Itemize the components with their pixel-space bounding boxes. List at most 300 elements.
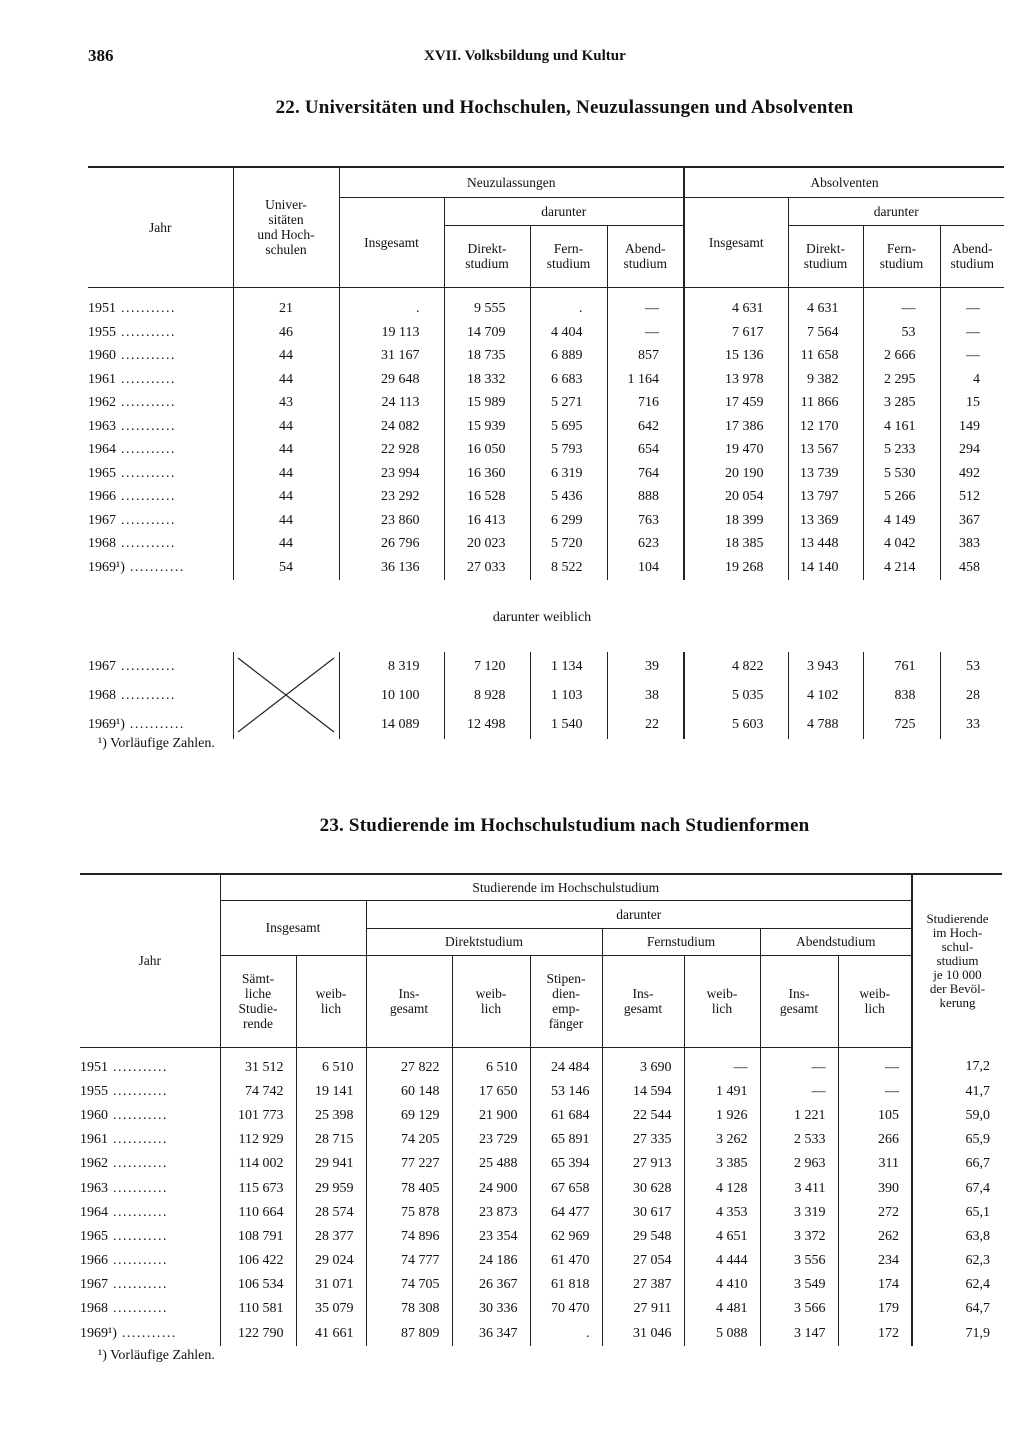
cell-saemtliche: 108 791 [220,1225,296,1249]
cell-direkt-insgesamt: 69 129 [366,1104,452,1128]
cell-abend-insgesamt: — [760,1080,838,1104]
cell-universitaeten: 46 [233,321,339,345]
cell-ab-insgesamt: 4 631 [684,287,788,321]
cell-ab-insgesamt: 4 822 [684,652,788,681]
header-ab-fern: Fern- studium [863,225,940,287]
leader-dots [116,419,176,434]
cell-ab-abend: — [940,345,1004,369]
table-row [80,1273,1002,1297]
table-row [88,486,1004,510]
header23-stipendien: Stipen- dien- emp- fänger [530,955,602,1047]
cell-universitaeten: 44 [233,486,339,510]
cell-nz-abend: 654 [607,439,684,463]
row-year-label: 1951 [88,301,116,317]
cell-fern-weiblich: 4 651 [684,1225,760,1249]
row-year-label: 1967 [80,1277,108,1293]
leader-dots [116,688,176,703]
cell-ab-fern: 4 042 [863,533,940,557]
cell-ab-abend: 294 [940,439,1004,463]
cell-stipendien: 65 891 [530,1128,602,1152]
cell-ab-direkt: 13 448 [788,533,863,557]
cell-je-10000: 66,7 [912,1152,1002,1176]
cell-nz-abend: 716 [607,392,684,416]
cell-ab-insgesamt: 18 385 [684,533,788,557]
cell-weiblich: 41 661 [296,1322,366,1346]
row-year-label: 1962 [80,1156,108,1172]
cell-abend-weiblich: 234 [838,1249,912,1273]
cell-ab-direkt: 13 369 [788,509,863,533]
cell-ab-abend: 28 [940,681,1004,710]
cell-nz-insgesamt: 31 167 [339,345,444,369]
cell-fern-insgesamt: 22 544 [602,1104,684,1128]
cell-nz-direkt: 18 735 [444,345,530,369]
cell-ab-direkt: 3 943 [788,652,863,681]
header23-direkt-weiblich: weib- lich [452,955,530,1047]
cell-fern-weiblich: 4 128 [684,1176,760,1200]
row-year-label: 1965 [88,465,116,481]
header23-direktstudium: Direktstudium [366,928,602,955]
row-year [88,509,233,533]
weiblich-section-label: darunter weiblich [492,610,592,625]
cell-weiblich: 19 141 [296,1080,366,1104]
cell-weiblich: 6 510 [296,1047,366,1080]
cell-nz-direkt: 16 413 [444,509,530,533]
cell-nz-abend: 857 [607,345,684,369]
cell-fern-insgesamt: 27 913 [602,1152,684,1176]
cell-ab-fern: 3 285 [863,392,940,416]
row-year [88,321,233,345]
cell-nz-insgesamt: 23 994 [339,462,444,486]
row-year [80,1201,220,1225]
cell-ab-fern: 5 530 [863,462,940,486]
cell-abend-weiblich: 266 [838,1128,912,1152]
leader-dots [125,560,185,575]
cell-direkt-weiblich: 21 900 [452,1104,530,1128]
cell-universitaeten: 44 [233,509,339,533]
cell-nz-abend: 764 [607,462,684,486]
cell-nz-insgesamt: 19 113 [339,321,444,345]
cell-direkt-weiblich: 26 367 [452,1273,530,1297]
leader-dots [125,717,185,732]
cell-fern-insgesamt: 27 911 [602,1297,684,1321]
cell-weiblich: 29 941 [296,1152,366,1176]
cell-nz-abend: 1 164 [607,368,684,392]
row-year [88,486,233,510]
row-year-label: 1951 [80,1059,108,1075]
cell-ab-abend: — [940,321,1004,345]
cell-saemtliche: 110 664 [220,1201,296,1225]
cell-fern-insgesamt: 3 690 [602,1047,684,1080]
cell-fern-insgesamt: 14 594 [602,1080,684,1104]
leader-dots [116,325,176,340]
cell-abend-weiblich: 262 [838,1225,912,1249]
header-jahr: Jahr [88,167,233,287]
header-ab-abend: Abend- studium [940,225,1004,287]
leader-dots [116,513,176,528]
table-row [80,1152,1002,1176]
table-row [80,1225,1002,1249]
row-year-label: 1955 [80,1083,108,1099]
cell-ab-direkt: 12 170 [788,415,863,439]
cell-nz-direkt: 12 498 [444,710,530,739]
row-year-label: 1969¹) [88,716,125,732]
cell-ab-direkt: 13 567 [788,439,863,463]
cell-weiblich: 28 574 [296,1201,366,1225]
cell-saemtliche: 112 929 [220,1128,296,1152]
cell-fern-weiblich: 5 088 [684,1322,760,1346]
cell-nz-direkt: 20 023 [444,533,530,557]
cell-fern-weiblich: 3 262 [684,1128,760,1152]
row-year-label: 1964 [80,1204,108,1220]
cell-nz-fern: 6 299 [530,509,607,533]
cell-nz-abend: 763 [607,509,684,533]
cell-ab-fern: 53 [863,321,940,345]
header23-fern-insgesamt: Ins- gesamt [602,955,684,1047]
cell-nz-fern: 5 793 [530,439,607,463]
cell-abend-weiblich: 390 [838,1176,912,1200]
cell-saemtliche: 106 422 [220,1249,296,1273]
cell-direkt-insgesamt: 74 705 [366,1273,452,1297]
cell-ab-fern: 5 266 [863,486,940,510]
cell-stipendien: 67 658 [530,1176,602,1200]
cell-nz-direkt: 18 332 [444,368,530,392]
cell-ab-insgesamt: 20 190 [684,462,788,486]
leader-dots [108,1156,168,1171]
cell-saemtliche: 74 742 [220,1080,296,1104]
cell-nz-abend: — [607,321,684,345]
cell-nz-abend: 623 [607,533,684,557]
cell-nz-direkt: 16 360 [444,462,530,486]
cell-direkt-insgesamt: 27 822 [366,1047,452,1080]
cell-fern-weiblich: 1 491 [684,1080,760,1104]
cell-nz-insgesamt: 23 292 [339,486,444,510]
cell-ab-fern: — [863,287,940,321]
cell-je-10000: 17,2 [912,1047,1002,1080]
cell-nz-insgesamt: 36 136 [339,556,444,580]
cell-direkt-weiblich: 23 729 [452,1128,530,1152]
cell-nz-abend: — [607,287,684,321]
cell-fern-weiblich: 1 926 [684,1104,760,1128]
cell-universitaeten: 44 [233,439,339,463]
cell-universitaeten: 21 [233,287,339,321]
cell-abend-weiblich: 174 [838,1273,912,1297]
cell-direkt-insgesamt: 87 809 [366,1322,452,1346]
header23-studierende: Studierende im Hochschulstudium [220,874,912,900]
row-year [88,415,233,439]
cell-ab-fern: 761 [863,652,940,681]
header23-jahr: Jahr [80,874,220,1047]
cell-weiblich: 28 377 [296,1225,366,1249]
cell-ab-fern: 2 295 [863,368,940,392]
cell-abend-weiblich: 172 [838,1322,912,1346]
leader-dots [108,1181,168,1196]
header23-weiblich: weib- lich [296,955,366,1047]
header-nz-insgesamt: Insgesamt [339,197,444,287]
table-row-weiblich [88,681,1004,710]
cell-nz-direkt: 8 928 [444,681,530,710]
cell-je-10000: 65,1 [912,1201,1002,1225]
cell-ab-direkt: 13 739 [788,462,863,486]
table-row [88,533,1004,557]
row-year-label: 1967 [88,658,116,674]
cell-nz-abend: 22 [607,710,684,739]
cell-ab-direkt: 7 564 [788,321,863,345]
row-year [88,439,233,463]
leader-dots [108,1229,168,1244]
leader-dots [116,659,176,674]
leader-dots [116,489,176,504]
table-row [88,415,1004,439]
cell-direkt-weiblich: 23 354 [452,1225,530,1249]
cell-ab-fern: 5 233 [863,439,940,463]
row-year-label: 1968 [88,687,116,703]
header-nz-abend: Abend- studium [607,225,684,287]
cell-universitaeten: 44 [233,533,339,557]
cell-nz-insgesamt: 22 928 [339,439,444,463]
leader-dots [108,1132,168,1147]
header-nz-direkt: Direkt- studium [444,225,530,287]
cell-ab-abend: 492 [940,462,1004,486]
cell-weiblich: 35 079 [296,1297,366,1321]
cell-direkt-insgesamt: 75 878 [366,1201,452,1225]
cell-ab-insgesamt: 19 470 [684,439,788,463]
header23-insgesamt: Insgesamt [220,900,366,955]
leader-dots [108,1060,168,1075]
row-year [80,1297,220,1321]
table-row [80,1176,1002,1200]
table-row [88,556,1004,580]
cell-je-10000: 67,4 [912,1176,1002,1200]
header23-fern-weiblich: weib- lich [684,955,760,1047]
row-year-label: 1969¹) [88,559,125,575]
cell-direkt-weiblich: 30 336 [452,1297,530,1321]
header-ab-darunter: darunter [788,197,1004,225]
cell-abend-weiblich: — [838,1080,912,1104]
cell-nz-fern: 5 271 [530,392,607,416]
cell-ab-fern: 4 161 [863,415,940,439]
cell-nz-abend: 104 [607,556,684,580]
row-year [88,556,233,580]
cell-saemtliche: 114 002 [220,1152,296,1176]
cell-abend-insgesamt: 1 221 [760,1104,838,1128]
cell-stipendien: 61 684 [530,1104,602,1128]
row-year-label: 1960 [88,348,116,364]
header23-fernstudium: Fernstudium [602,928,760,955]
cell-universitaeten: 54 [233,556,339,580]
table-row [80,1297,1002,1321]
cell-ab-abend: 4 [940,368,1004,392]
table-22-weiblich [88,652,1004,739]
cell-nz-fern: 5 720 [530,533,607,557]
cell-direkt-weiblich: 23 873 [452,1201,530,1225]
header-absolventen: Absolventen [684,167,1004,197]
cell-ab-insgesamt: 18 399 [684,509,788,533]
header23-abend-insgesamt: Ins- gesamt [760,955,838,1047]
table-row-weiblich [88,710,1004,739]
cell-ab-abend: 458 [940,556,1004,580]
cell-fern-insgesamt: 30 617 [602,1201,684,1225]
table-23 [80,873,1002,1346]
header-neuzulassungen: Neuzulassungen [339,167,684,197]
cell-saemtliche: 115 673 [220,1176,296,1200]
leader-dots [116,372,176,387]
cell-abend-insgesamt: 3 372 [760,1225,838,1249]
cell-ab-abend: 367 [940,509,1004,533]
row-year-label: 1966 [80,1253,108,1269]
cell-stipendien: 61 818 [530,1273,602,1297]
cell-saemtliche: 106 534 [220,1273,296,1297]
cell-fern-insgesamt: 27 054 [602,1249,684,1273]
cell-ab-insgesamt: 17 459 [684,392,788,416]
cell-fern-insgesamt: 27 335 [602,1128,684,1152]
leader-dots [108,1108,168,1123]
leader-dots [108,1301,168,1316]
cell-stipendien: 70 470 [530,1297,602,1321]
cell-universitaeten: 44 [233,368,339,392]
cell-nz-insgesamt: . [339,287,444,321]
table-row [80,1249,1002,1273]
cell-abend-weiblich: 179 [838,1297,912,1321]
cell-stipendien: . [530,1322,602,1346]
leader-dots [117,1326,177,1341]
cell-nz-abend: 888 [607,486,684,510]
cell-ab-abend: 33 [940,710,1004,739]
cell-nz-fern: 1 540 [530,710,607,739]
table-row [80,1104,1002,1128]
cell-nz-abend: 39 [607,652,684,681]
cell-nz-direkt: 15 989 [444,392,530,416]
row-year [88,462,233,486]
row-year [80,1128,220,1152]
header23-saemtliche: Sämt- liche Studie- rende [220,955,296,1047]
cell-direkt-weiblich: 24 186 [452,1249,530,1273]
row-year-label: 1966 [88,489,116,505]
cell-ab-direkt: 11 866 [788,392,863,416]
cell-abend-insgesamt: 2 533 [760,1128,838,1152]
cell-weiblich: 28 715 [296,1128,366,1152]
leader-dots [108,1277,168,1292]
header-ab-insgesamt: Insgesamt [684,197,788,287]
leader-dots [108,1084,168,1099]
cell-nz-fern: 5 436 [530,486,607,510]
cell-ab-abend: 15 [940,392,1004,416]
table-row-weiblich [88,652,1004,681]
cell-abend-insgesamt: 2 963 [760,1152,838,1176]
cell-nz-insgesamt: 29 648 [339,368,444,392]
row-year [80,1322,220,1346]
cell-ab-direkt: 11 658 [788,345,863,369]
cell-nz-abend: 642 [607,415,684,439]
cell-direkt-insgesamt: 74 205 [366,1128,452,1152]
cell-universitaeten: 44 [233,345,339,369]
cell-fern-weiblich: 4 410 [684,1273,760,1297]
row-year-label: 1965 [80,1228,108,1244]
row-year [88,368,233,392]
leader-dots [116,395,176,410]
cell-abend-insgesamt: 3 411 [760,1176,838,1200]
cell-fern-weiblich: — [684,1047,760,1080]
cell-nz-direkt: 7 120 [444,652,530,681]
cell-ab-abend: 383 [940,533,1004,557]
cell-ab-fern: 725 [863,710,940,739]
cell-direkt-insgesamt: 77 227 [366,1152,452,1176]
cell-ab-direkt: 14 140 [788,556,863,580]
row-year [88,345,233,369]
table-row [88,287,1004,321]
row-year-label: 1962 [88,395,116,411]
cell-universitaeten: 44 [233,462,339,486]
row-year [88,287,233,321]
cell-weiblich: 25 398 [296,1104,366,1128]
cell-fern-insgesamt: 30 628 [602,1176,684,1200]
header23-abend-weiblich: weib- lich [838,955,912,1047]
cell-direkt-insgesamt: 74 896 [366,1225,452,1249]
cell-ab-fern: 4 149 [863,509,940,533]
cell-stipendien: 53 146 [530,1080,602,1104]
leader-dots [108,1253,168,1268]
cell-nz-insgesamt: 24 082 [339,415,444,439]
cell-fern-weiblich: 3 385 [684,1152,760,1176]
cell-je-10000: 64,7 [912,1297,1002,1321]
cell-nz-fern: 1 134 [530,652,607,681]
cell-stipendien: 62 969 [530,1225,602,1249]
cell-ab-abend: 53 [940,652,1004,681]
cross-icon [234,652,340,739]
row-year [80,1080,220,1104]
row-year-label: 1967 [88,512,116,528]
cell-abend-insgesamt: 3 556 [760,1249,838,1273]
row-year [80,1176,220,1200]
cell-fern-insgesamt: 31 046 [602,1322,684,1346]
cell-abend-weiblich: 272 [838,1201,912,1225]
cell-nz-fern: 1 103 [530,681,607,710]
table-23-footnote: ¹) Vorläufige Zahlen. [98,1348,215,1363]
table-row [88,462,1004,486]
cell-universitaeten: 43 [233,392,339,416]
cell-ab-direkt: 4 631 [788,287,863,321]
header23-je10000: Studierende im Hoch- schul- studium je 10 000 der Bevöl- kerung [912,874,1002,1047]
cell-ab-direkt: 13 797 [788,486,863,510]
cell-direkt-insgesamt: 78 405 [366,1176,452,1200]
leader-dots [116,348,176,363]
cell-direkt-weiblich: 6 510 [452,1047,530,1080]
row-year [88,652,233,681]
cell-abend-weiblich: — [838,1047,912,1080]
cell-ab-insgesamt: 19 268 [684,556,788,580]
row-year [80,1225,220,1249]
table-row [80,1201,1002,1225]
table-row [88,368,1004,392]
table-22-footnote: ¹) Vorläufige Zahlen. [98,736,215,751]
cell-direkt-insgesamt: 60 148 [366,1080,452,1104]
cell-stipendien: 61 470 [530,1249,602,1273]
row-year-label: 1961 [88,371,116,387]
cell-direkt-weiblich: 24 900 [452,1176,530,1200]
cell-nz-fern: 6 683 [530,368,607,392]
cell-ab-direkt: 9 382 [788,368,863,392]
cell-nz-fern: 4 404 [530,321,607,345]
table-23-title: 23. Studierende im Hochschulstudium nach Studienformen [319,815,810,836]
row-year-label: 1964 [88,442,116,458]
table-22 [88,166,1004,580]
cell-je-10000: 41,7 [912,1080,1002,1104]
row-year [88,392,233,416]
table-row [80,1047,1002,1080]
cell-direkt-insgesamt: 74 777 [366,1249,452,1273]
cell-ab-insgesamt: 13 978 [684,368,788,392]
cell-ab-insgesamt: 17 386 [684,415,788,439]
cell-stipendien: 64 477 [530,1201,602,1225]
